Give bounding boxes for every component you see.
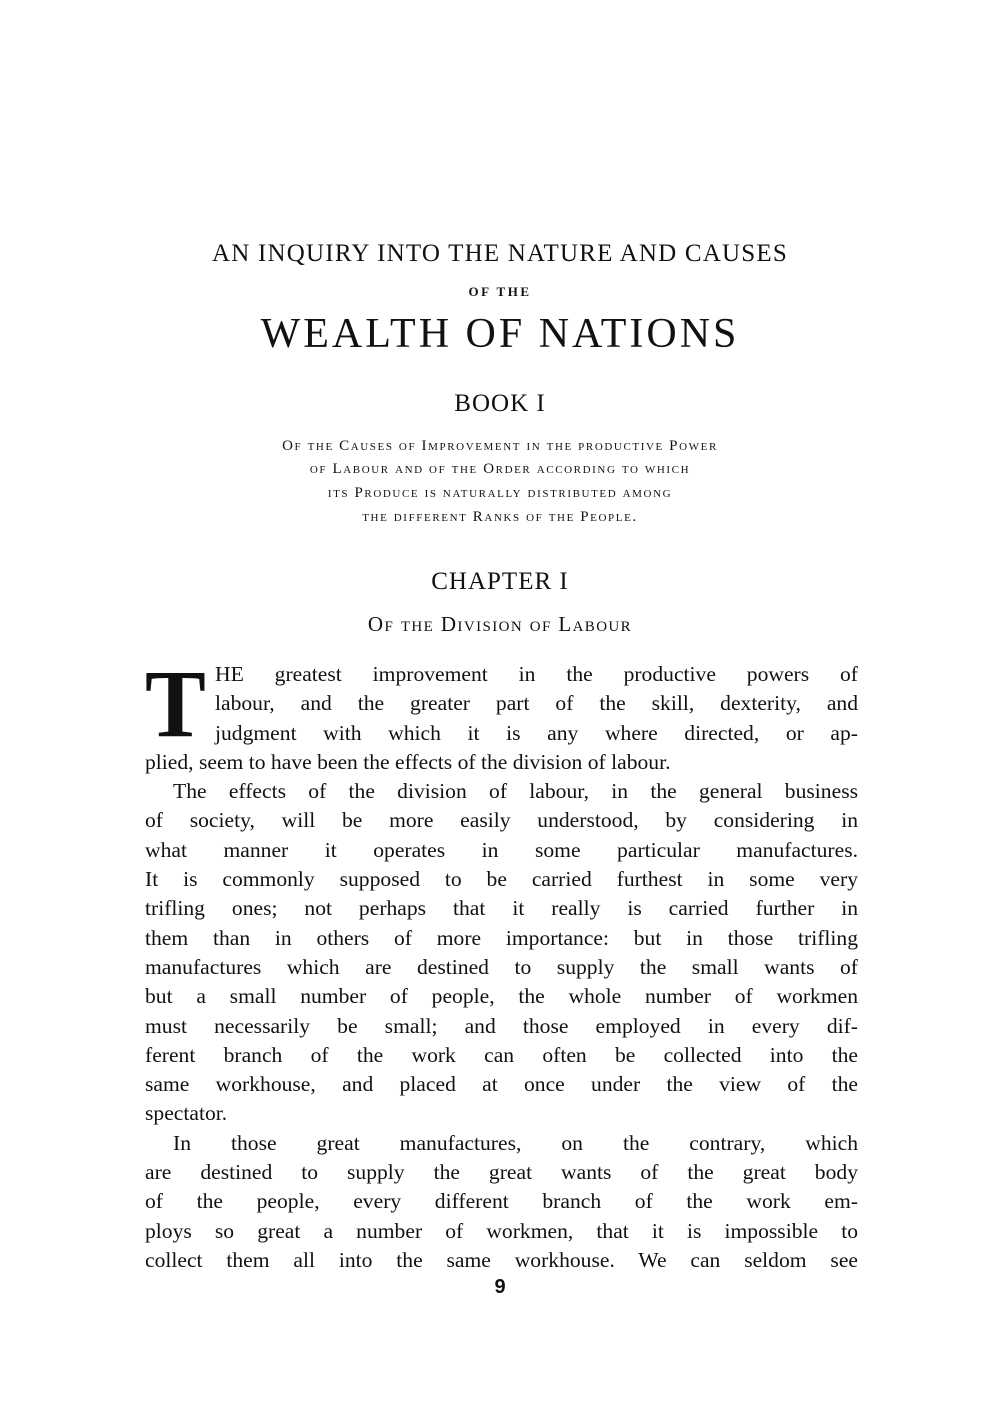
chapter-subtitle: Of the Division of Labour bbox=[367, 612, 633, 636]
text-line: ferent branch of the work can often be collected into the bbox=[145, 1042, 858, 1067]
text-line: spectator. bbox=[145, 1101, 228, 1126]
text-line: collect them all into the same workhouse. We can seldom see bbox=[145, 1247, 858, 1272]
chapter-heading: CHAPTER I bbox=[431, 568, 569, 595]
text-line: In those great manufactures, on the contrary, which bbox=[173, 1130, 858, 1155]
text-line: must necessarily be small; and those employed in every dif- bbox=[145, 1013, 858, 1038]
book-subtitle-line: of Labour and of the Order according to which bbox=[309, 461, 691, 477]
body-text bbox=[145, 650, 858, 1275]
text-line: ploys so great a number of workmen, that it is impossible to bbox=[145, 1218, 858, 1243]
text-line: of society, will be more easily understood, by considering in bbox=[145, 808, 858, 833]
text-line: labour, and the greater part of the skill, dexterity, and bbox=[215, 691, 858, 716]
book-subtitle-line: the different Ranks of the People. bbox=[362, 509, 638, 525]
text-line: of the people, every different branch of the work em- bbox=[145, 1189, 858, 1214]
page-number: 9 bbox=[494, 1276, 506, 1298]
text-line: judgment with which it is any where directed, or ap- bbox=[215, 720, 858, 745]
drop-cap: T bbox=[145, 650, 206, 757]
text-line: trifling ones; not perhaps that it really is carried further in bbox=[145, 896, 858, 921]
text-line: same workhouse, and placed at once under the view of the bbox=[145, 1072, 858, 1097]
text-line: manufactures which are destined to supply the small wants of bbox=[145, 954, 858, 979]
text-line: The effects of the division of labour, in the general business bbox=[173, 779, 858, 804]
text-line: It is commonly supposed to be carried furthest in some very bbox=[145, 867, 858, 892]
paragraph-2 bbox=[145, 777, 858, 1129]
text-line: but a small number of people, the whole number of workmen bbox=[145, 984, 858, 1009]
text-line: them than in others of more importance: but in those trifling bbox=[145, 925, 858, 950]
text-line: plied, seem to have been the effects of the division of labour. bbox=[145, 749, 671, 774]
book-subtitle-line: Of the Causes of Improvement in the productive Power bbox=[282, 438, 718, 454]
book-subtitle-line: its Produce is naturally distributed among bbox=[327, 485, 673, 501]
running-title: AN INQUIRY INTO THE NATURE AND CAUSES bbox=[212, 240, 788, 267]
book-title: WEALTH OF NATIONS bbox=[260, 311, 740, 357]
of-the-label: OF THE bbox=[468, 284, 532, 299]
book-number: BOOK I bbox=[454, 390, 546, 417]
text-line: HE greatest improvement in the productive powers of bbox=[215, 662, 858, 686]
paragraph-3 bbox=[145, 1129, 858, 1275]
text-line: what manner it operates in some particular manufactures. bbox=[145, 837, 858, 862]
paragraph-1 bbox=[145, 650, 858, 777]
text-line: are destined to supply the great wants of the great body bbox=[145, 1160, 858, 1185]
